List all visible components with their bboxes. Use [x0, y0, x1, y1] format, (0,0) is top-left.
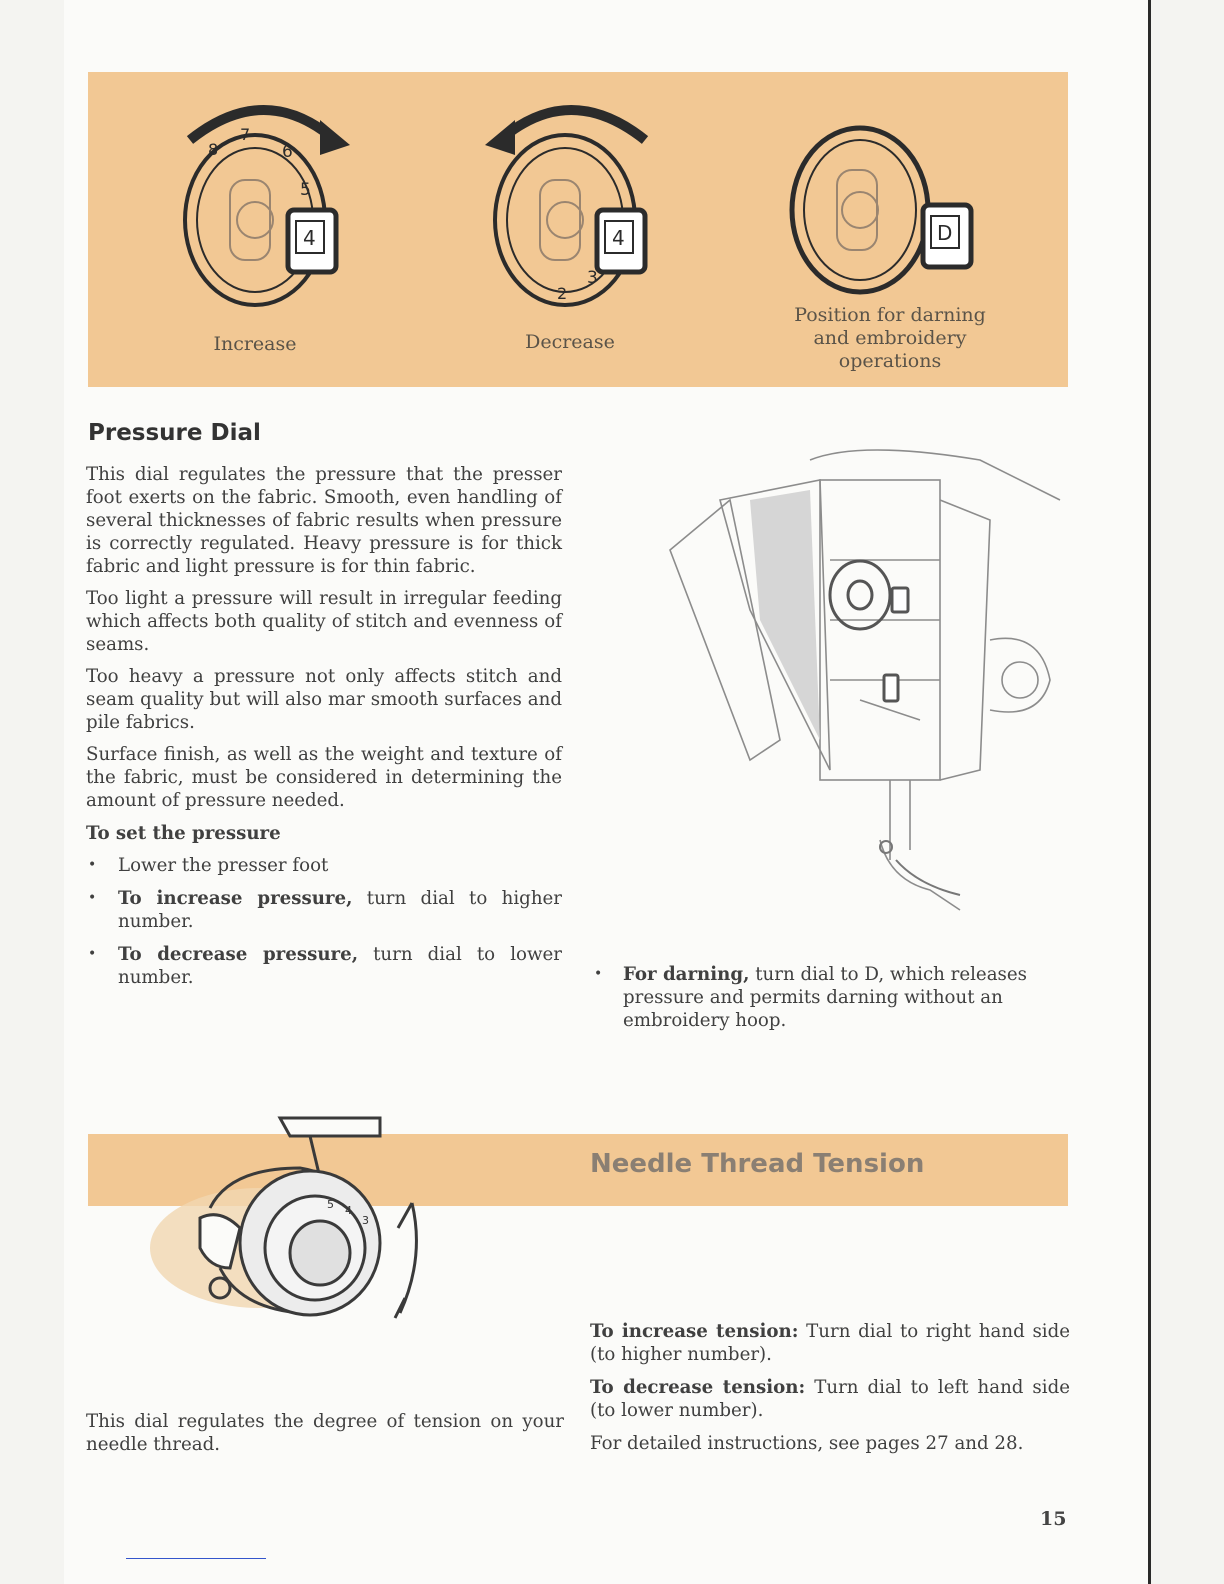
- set-pressure-subheading: To set the pressure: [86, 823, 281, 844]
- darning-note-text: [623, 963, 1068, 1032]
- sewing-machine-illustration: [660, 440, 1070, 920]
- step-item: [86, 887, 562, 933]
- step-item: [86, 854, 562, 877]
- tension-heading: Needle Thread Tension: [590, 1149, 925, 1179]
- page-edge: [1148, 0, 1151, 1584]
- dial-indicator: 4: [612, 226, 625, 250]
- tension-instruction: [590, 1320, 1070, 1366]
- step-text: Lower the presser foot: [118, 855, 329, 876]
- set-pressure-steps: [86, 854, 562, 989]
- step-item: [86, 943, 562, 989]
- darning-caption-line: operations: [838, 350, 942, 372]
- tension-description: This dial regulates the degree of tension on your needle thread.: [86, 1411, 564, 1455]
- tension-dial-number-5: 5: [327, 1198, 334, 1211]
- tension-instruction: [590, 1376, 1070, 1422]
- step-text: turn dial to higher number.: [118, 888, 562, 932]
- link-underline: [126, 1558, 266, 1559]
- step-bold: To increase pressure,: [118, 888, 353, 909]
- darning-note: [590, 963, 1068, 1032]
- increase-dial-figure: [170, 85, 360, 315]
- decrease-dial-figure: [475, 85, 665, 315]
- instruction-text: Turn dial to left hand side (to lower number).: [590, 1377, 1070, 1421]
- step-bold: To decrease pressure,: [118, 944, 359, 965]
- darning-bold: For darning,: [623, 964, 750, 985]
- dial-number-6: 6: [282, 142, 293, 162]
- pressure-paragraph: Surface finish, as well as the weight and texture of the fabric, must be considered in determining the amount of pressure needed.: [86, 744, 562, 811]
- tension-dial-number-3: 3: [362, 1214, 369, 1227]
- pressure-dial-text: [86, 463, 562, 999]
- instruction-bold: To decrease tension:: [590, 1377, 806, 1398]
- dial-number-7: 7: [240, 125, 251, 144]
- pressure-dial-heading: Pressure Dial: [88, 420, 261, 446]
- darning-caption-line: and embroidery: [813, 327, 967, 349]
- dial-number-3: 3: [587, 268, 598, 288]
- dial-number-2: 2: [557, 284, 568, 303]
- darning-caption-line: Position for darning: [794, 304, 986, 326]
- dial-indicator: 4: [303, 226, 316, 250]
- decrease-caption: Decrease: [525, 331, 615, 353]
- bullet-dot: •: [594, 966, 603, 982]
- tension-dial-illustration: [150, 1108, 440, 1328]
- increase-caption: Increase: [213, 333, 297, 355]
- darning-text: turn dial to D, which releases pressure and permits darning without an embroidery hoop.: [623, 964, 1027, 1031]
- pressure-paragraph: Too heavy a pressure not only affects stitch and seam quality but will also mar smooth surfaces and pile fabrics.: [86, 666, 562, 733]
- darning-dial-figure: [785, 110, 985, 310]
- dial-number-5: 5: [300, 180, 311, 200]
- instruction-text: Turn dial to right hand side (to higher number).: [590, 1321, 1070, 1365]
- instruction-bold: To increase tension:: [590, 1321, 799, 1342]
- tension-detail: For detailed instructions, see pages 27 and 28.: [590, 1433, 1024, 1454]
- pressure-paragraph: This dial regulates the pressure that the presser foot exerts on the fabric. Smooth, even handling of several thicknesses of fabric results when pressure is correctly regulated. Heavy pressure is for thick fabric and light pressure is for thin fabric.: [86, 464, 562, 577]
- pressure-paragraph: Too light a pressure will result in irregular feeding which affects both quality of stitch and evenness of seams.: [86, 588, 562, 655]
- step-text: turn dial to lower number.: [118, 944, 562, 988]
- page-number: 15: [1040, 1508, 1067, 1530]
- darning-caption: [770, 304, 1010, 373]
- dial-indicator: D: [937, 221, 953, 245]
- tension-instructions: [590, 1320, 1070, 1465]
- tension-dial-number-4: 4: [345, 1204, 352, 1217]
- dial-number-8: 8: [208, 140, 219, 159]
